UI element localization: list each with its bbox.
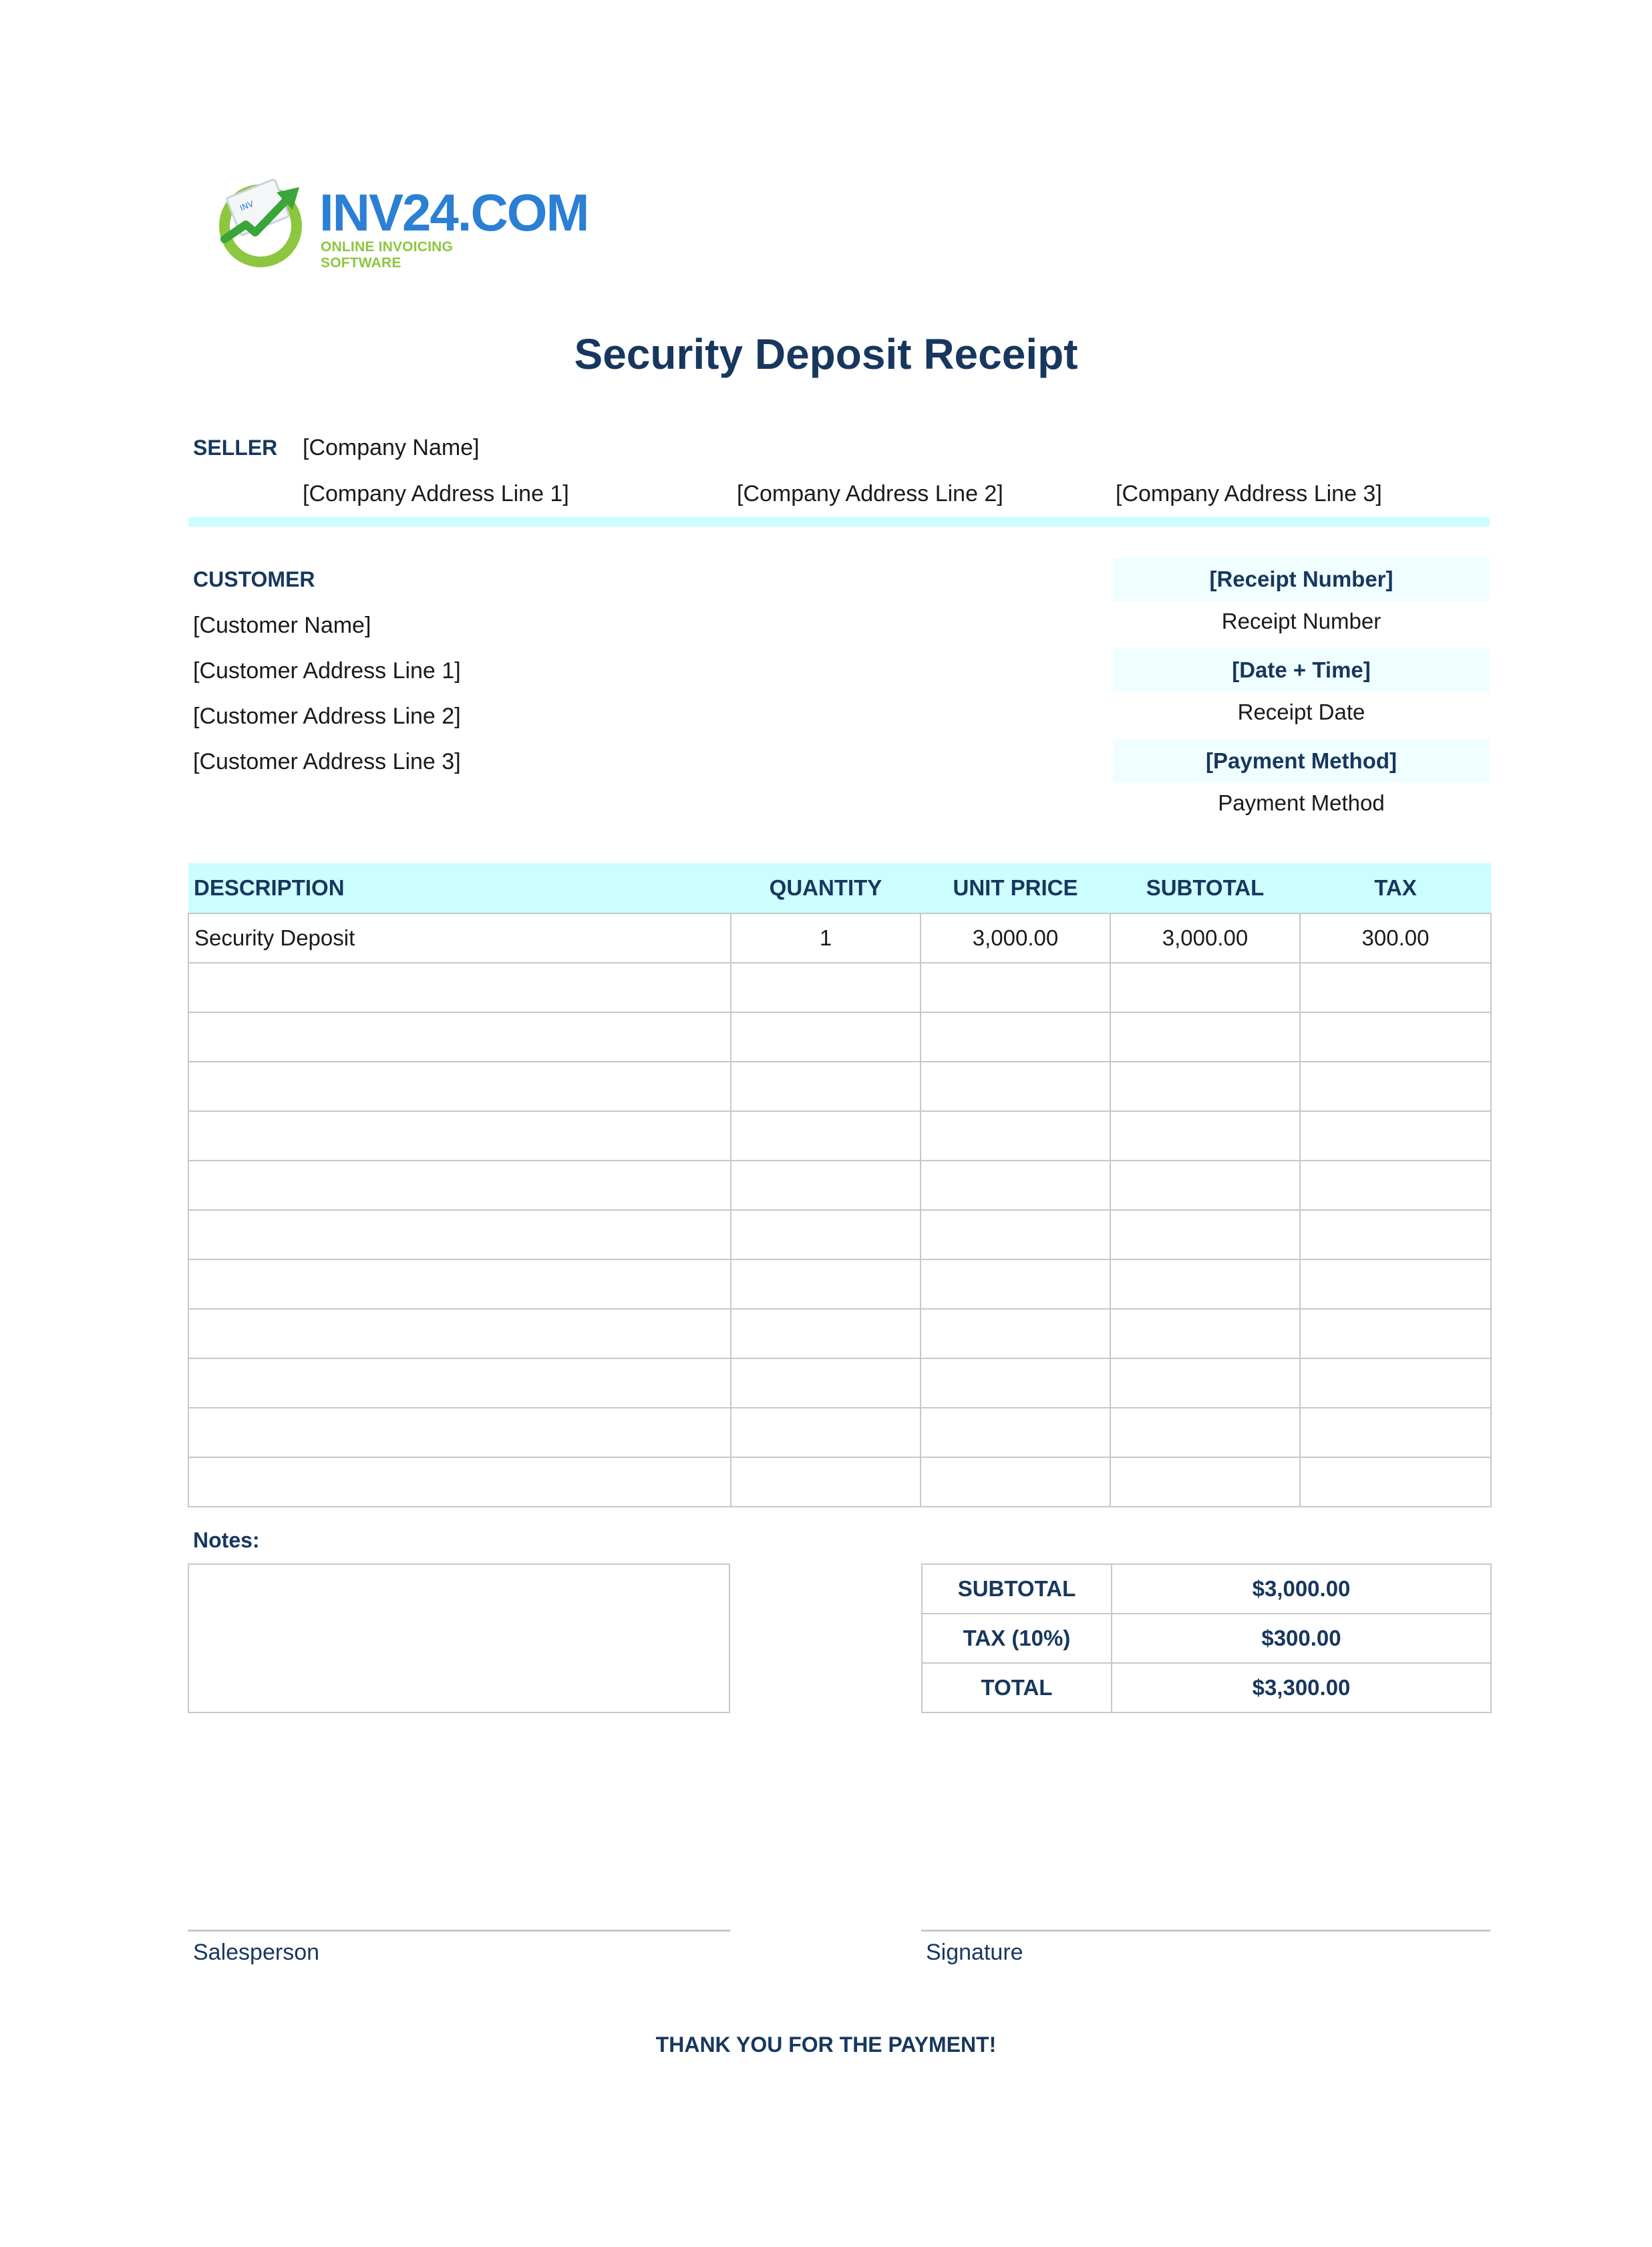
table-row-empty [188,1012,1491,1062]
item-subtotal: 3,000.00 [1110,913,1300,963]
items-header-row [188,863,1491,913]
seller-address-line-2: [Company Address Line 2] [737,481,1003,506]
column-header-tax: TAX [1300,863,1491,913]
tax-label: TAX (10%) [922,1614,1112,1663]
item-quantity: 1 [731,913,921,963]
customer-label: CUSTOMER [193,567,315,591]
seller-company-name: [Company Name] [303,435,480,460]
svg-text:INV: INV [238,198,255,213]
customer-address-line-1: [Customer Address Line 1] [193,658,461,684]
table-row-empty [188,1259,1491,1309]
customer-address-line-3: [Customer Address Line 3] [193,749,461,774]
total-value: $3,300.00 [1112,1663,1491,1712]
table-row-empty [188,1062,1491,1111]
table-row [188,913,1491,963]
items-table [188,863,1492,1507]
signature-line [921,1930,1490,1932]
receipt-number-value: Receipt Number [1221,609,1381,633]
tax-row [922,1614,1491,1663]
table-row-empty [188,1358,1491,1408]
payment-method-label: [Payment Method] [1113,739,1490,783]
section-divider [188,517,1490,527]
column-header-subtotal: SUBTOTAL [1110,863,1300,913]
table-row-empty [188,1408,1491,1457]
logo-emblem-icon [212,172,313,273]
tax-value: $300.00 [1112,1614,1491,1663]
table-row-empty [188,1309,1491,1358]
table-row-empty [188,1111,1491,1161]
payment-method-value: Payment Method [1218,790,1385,815]
thank-you-message: THANK YOU FOR THE PAYMENT! [655,2033,997,2057]
table-row-empty [188,1457,1491,1507]
table-row-empty [188,1210,1491,1259]
salesperson-label: Salesperson [193,1940,320,1965]
salesperson-line [188,1930,730,1932]
item-description: Security Deposit [188,913,731,963]
customer-address-line-2: [Customer Address Line 2] [193,704,461,729]
seller-address-line-1: [Company Address Line 1] [303,481,569,506]
column-header-description: DESCRIPTION [188,863,731,913]
notes-field[interactable] [188,1563,730,1713]
total-label: TOTAL [922,1663,1112,1712]
notes-label: Notes: [193,1528,260,1552]
totals-table [921,1563,1492,1713]
company-logo [212,172,589,273]
table-row-empty [188,1161,1491,1210]
receipt-date-value: Receipt Date [1237,700,1365,724]
logo-brand: INV24.COM [319,183,589,242]
logo-tagline: ONLINE INVOICING SOFTWARE [321,239,454,271]
receipt-number-label: [Receipt Number] [1113,557,1490,601]
customer-name: [Customer Name] [193,613,371,638]
date-time-label: [Date + Time] [1113,648,1490,692]
table-row-empty [188,963,1491,1012]
item-unit-price: 3,000.00 [921,913,1110,963]
seller-address-line-3: [Company Address Line 3] [1116,481,1382,506]
total-row [922,1663,1491,1712]
seller-label: SELLER [193,436,278,460]
column-header-unit-price: UNIT PRICE [921,863,1110,913]
item-tax: 300.00 [1300,913,1491,963]
signature-label: Signature [926,1940,1023,1965]
subtotal-label: SUBTOTAL [922,1564,1112,1614]
subtotal-value: $3,000.00 [1112,1564,1491,1614]
page-title: Security Deposit Receipt [574,330,1078,378]
subtotal-row [922,1564,1491,1614]
column-header-quantity: QUANTITY [731,863,921,913]
